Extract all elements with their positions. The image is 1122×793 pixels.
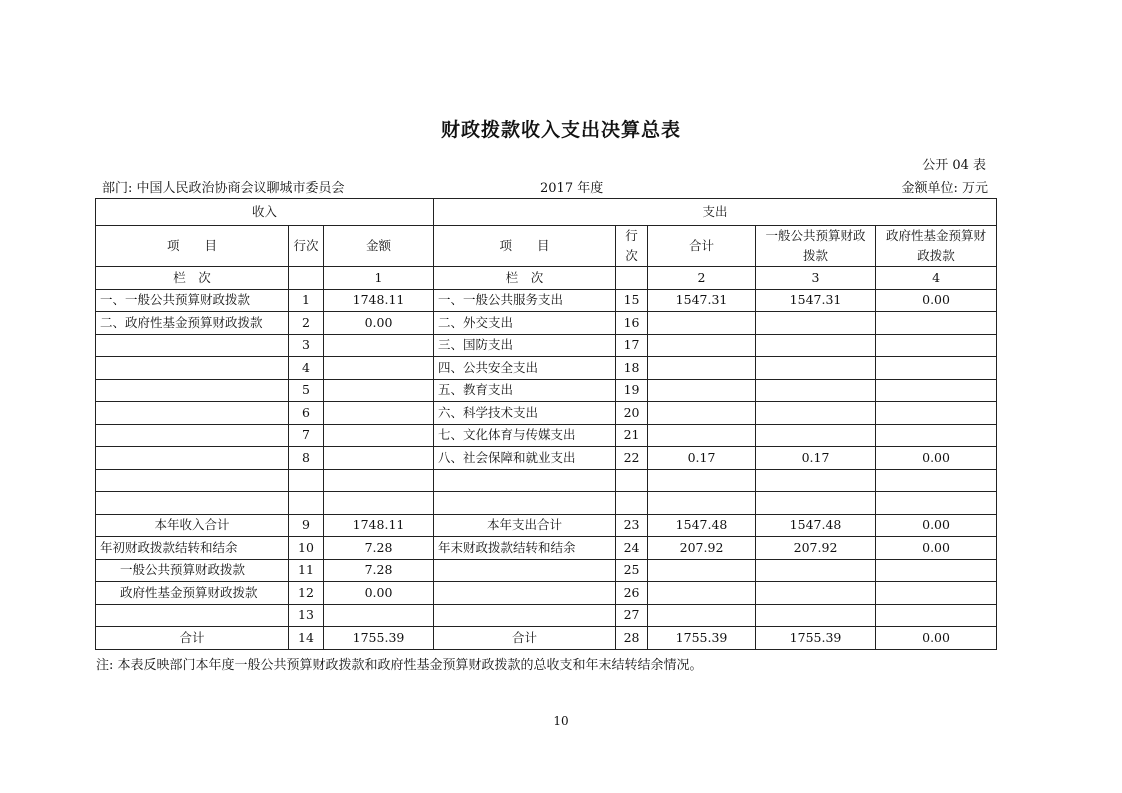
income-row-no-cell: 3	[289, 334, 324, 357]
table-row	[96, 514, 997, 537]
income-amount-cell	[324, 469, 434, 492]
income-amount-cell: 0.00	[324, 312, 434, 335]
expense-total-cell	[648, 492, 756, 515]
income-item-header: 项 目	[96, 226, 289, 267]
income-item-cell	[96, 492, 289, 515]
expense-total-cell	[648, 582, 756, 605]
table-row	[96, 402, 997, 425]
expense-row-no-cell: 28	[616, 627, 648, 650]
expense-general-cell: 1755.39	[756, 627, 876, 650]
table-row	[96, 379, 997, 402]
expense-item-cell: 本年支出合计	[434, 514, 616, 537]
table-row	[96, 559, 997, 582]
expense-total-cell: 207.92	[648, 537, 756, 560]
expense-fund-cell: 0.00	[876, 627, 997, 650]
budget-table	[95, 198, 997, 650]
income-row-no-cell: 7	[289, 424, 324, 447]
fiscal-year: 2017 年度	[540, 181, 604, 196]
income-amount-cell: 1748.11	[324, 289, 434, 312]
income-row-no-cell: 12	[289, 582, 324, 605]
expense-fund-cell	[876, 582, 997, 605]
income-row-no-cell: 10	[289, 537, 324, 560]
expense-general-cell	[756, 424, 876, 447]
income-row-no-cell: 13	[289, 604, 324, 627]
expense-general-cell	[756, 334, 876, 357]
expense-item-cell: 三、国防支出	[434, 334, 616, 357]
expense-row-no-cell: 19	[616, 379, 648, 402]
header-row-sections	[96, 199, 997, 226]
footnote: 注: 本表反映部门本年度一般公共预算财政拨款和政府性基金预算财政拨款的总收支和年末结转结余情况。	[96, 658, 703, 673]
income-item-cell	[96, 402, 289, 425]
income-amount-cell: 1748.11	[324, 514, 434, 537]
expense-row-no-cell	[616, 492, 648, 515]
expense-item-cell	[434, 469, 616, 492]
expense-general-cell	[756, 492, 876, 515]
income-item-cell	[96, 379, 289, 402]
income-item-cell: 一、一般公共预算财政拨款	[96, 289, 289, 312]
expense-total-cell: 1547.48	[648, 514, 756, 537]
page-number: 10	[553, 714, 569, 728]
expense-general-cell: 0.17	[756, 447, 876, 470]
expense-fund-cell	[876, 469, 997, 492]
table-row	[96, 537, 997, 560]
expense-general-cell	[756, 402, 876, 425]
income-amount-cell	[324, 334, 434, 357]
expense-fund-cell	[876, 424, 997, 447]
expense-total-header: 合计	[648, 226, 756, 267]
income-amount-cell	[324, 447, 434, 470]
expense-total-cell	[648, 402, 756, 425]
expense-general-cell	[756, 379, 876, 402]
income-item-cell: 二、政府性基金预算财政拨款	[96, 312, 289, 335]
expense-total-cell: 1755.39	[648, 627, 756, 650]
expense-item-cell: 二、外交支出	[434, 312, 616, 335]
income-amount-cell	[324, 379, 434, 402]
expense-row-no-cell: 15	[616, 289, 648, 312]
expense-item-cell	[434, 559, 616, 582]
expense-total-cell	[648, 379, 756, 402]
expense-row-no-cell: 17	[616, 334, 648, 357]
form-number: 公开 04 表	[922, 158, 986, 173]
expense-column-blank	[616, 267, 648, 290]
income-amount-cell: 0.00	[324, 582, 434, 605]
expense-general-cell	[756, 312, 876, 335]
income-amount-cell	[324, 604, 434, 627]
expense-total-cell	[648, 357, 756, 380]
expense-item-cell: 八、社会保障和就业支出	[434, 447, 616, 470]
expense-fund-cell: 0.00	[876, 289, 997, 312]
expense-fund-cell	[876, 402, 997, 425]
income-row-no-cell: 9	[289, 514, 324, 537]
income-amount-cell: 7.28	[324, 559, 434, 582]
income-item-cell	[96, 357, 289, 380]
table-row	[96, 289, 997, 312]
expense-total-cell	[648, 469, 756, 492]
income-item-cell	[96, 469, 289, 492]
income-amount-cell	[324, 402, 434, 425]
table-row	[96, 627, 997, 650]
income-amount-cell: 1755.39	[324, 627, 434, 650]
income-item-cell: 合计	[96, 627, 289, 650]
expense-item-cell	[434, 492, 616, 515]
expense-item-cell	[434, 582, 616, 605]
expense-row-no-cell: 25	[616, 559, 648, 582]
income-item-cell	[96, 447, 289, 470]
expense-rowno-header: 行次	[616, 226, 648, 267]
income-column-blank	[289, 267, 324, 290]
income-row-no-cell	[289, 492, 324, 515]
expense-total-cell	[648, 312, 756, 335]
income-row-no-cell: 2	[289, 312, 324, 335]
expense-general-cell: 207.92	[756, 537, 876, 560]
expense-fund-cell	[876, 357, 997, 380]
expense-item-cell: 六、科学技术支出	[434, 402, 616, 425]
income-row-no-cell: 14	[289, 627, 324, 650]
income-row-no-cell: 1	[289, 289, 324, 312]
expense-item-cell: 一、一般公共服务支出	[434, 289, 616, 312]
income-row-no-cell	[289, 469, 324, 492]
expense-general-cell	[756, 469, 876, 492]
expense-total-cell: 1547.31	[648, 289, 756, 312]
table-row	[96, 604, 997, 627]
table-row	[96, 582, 997, 605]
income-row-no-cell: 6	[289, 402, 324, 425]
header-row-columns	[96, 226, 997, 267]
table-row	[96, 312, 997, 335]
expense-general-cell	[756, 357, 876, 380]
income-amount-header: 金额	[324, 226, 434, 267]
expense-fund-cell: 0.00	[876, 514, 997, 537]
expense-item-cell: 合计	[434, 627, 616, 650]
expense-row-no-cell: 22	[616, 447, 648, 470]
expense-row-no-cell: 27	[616, 604, 648, 627]
expense-total-cell: 0.17	[648, 447, 756, 470]
expense-total-cell	[648, 604, 756, 627]
income-header: 收入	[96, 199, 434, 226]
expense-general-cell	[756, 582, 876, 605]
income-item-cell: 本年收入合计	[96, 514, 289, 537]
table-row	[96, 424, 997, 447]
expense-fund-cell	[876, 559, 997, 582]
expense-total-cell	[648, 424, 756, 447]
expense-row-no-cell: 26	[616, 582, 648, 605]
income-column-1: 1	[324, 267, 434, 290]
expense-row-no-cell: 18	[616, 357, 648, 380]
table-row	[96, 357, 997, 380]
expense-total-cell	[648, 334, 756, 357]
income-item-cell: 年初财政拨款结转和结余	[96, 537, 289, 560]
income-item-cell: 政府性基金预算财政拨款	[96, 582, 289, 605]
amount-unit: 金额单位: 万元	[901, 181, 988, 196]
expense-row-no-cell: 24	[616, 537, 648, 560]
income-item-cell	[96, 604, 289, 627]
expense-row-no-cell: 20	[616, 402, 648, 425]
expense-item-cell: 五、教育支出	[434, 379, 616, 402]
income-row-no-cell: 11	[289, 559, 324, 582]
expense-item-cell: 四、公共安全支出	[434, 357, 616, 380]
expense-column-2: 2	[648, 267, 756, 290]
income-row-no-cell: 5	[289, 379, 324, 402]
expense-general-cell	[756, 559, 876, 582]
expense-general-cell: 1547.31	[756, 289, 876, 312]
table-row	[96, 447, 997, 470]
department-label: 部门: 中国人民政治协商会议聊城市委员会	[102, 181, 345, 196]
expense-total-cell	[648, 559, 756, 582]
expense-row-no-cell: 21	[616, 424, 648, 447]
expense-fund-cell	[876, 334, 997, 357]
expense-fund-cell	[876, 379, 997, 402]
expense-row-no-cell: 23	[616, 514, 648, 537]
expense-item-cell: 七、文化体育与传媒支出	[434, 424, 616, 447]
income-row-no-cell: 4	[289, 357, 324, 380]
header-row-column-numbers	[96, 267, 997, 290]
expense-general-header: 一般公共预算财政拨款	[756, 226, 876, 267]
income-item-cell	[96, 334, 289, 357]
income-amount-cell	[324, 424, 434, 447]
expense-item-cell: 年末财政拨款结转和结余	[434, 537, 616, 560]
income-item-cell: 一般公共预算财政拨款	[96, 559, 289, 582]
expense-row-no-cell	[616, 469, 648, 492]
expense-item-cell	[434, 604, 616, 627]
expense-column-4: 4	[876, 267, 997, 290]
expense-fund-cell	[876, 492, 997, 515]
income-row-no-cell: 8	[289, 447, 324, 470]
expense-column-3: 3	[756, 267, 876, 290]
expense-fund-cell	[876, 604, 997, 627]
expense-column-label: 栏 次	[434, 267, 616, 290]
page-title: 财政拨款收入支出决算总表	[440, 119, 681, 141]
expense-general-cell: 1547.48	[756, 514, 876, 537]
expense-header: 支出	[434, 199, 997, 226]
expense-fund-header: 政府性基金预算财政拨款	[876, 226, 997, 267]
expense-fund-cell: 0.00	[876, 447, 997, 470]
income-amount-cell	[324, 492, 434, 515]
expense-fund-cell	[876, 312, 997, 335]
expense-general-cell	[756, 604, 876, 627]
expense-fund-cell: 0.00	[876, 537, 997, 560]
table-row	[96, 492, 997, 515]
income-amount-cell	[324, 357, 434, 380]
table-row	[96, 469, 997, 492]
income-amount-cell: 7.28	[324, 537, 434, 560]
table-row	[96, 334, 997, 357]
income-column-label: 栏 次	[96, 267, 289, 290]
income-rowno-header: 行次	[289, 226, 324, 267]
income-item-cell	[96, 424, 289, 447]
expense-item-header: 项 目	[434, 226, 616, 267]
expense-row-no-cell: 16	[616, 312, 648, 335]
